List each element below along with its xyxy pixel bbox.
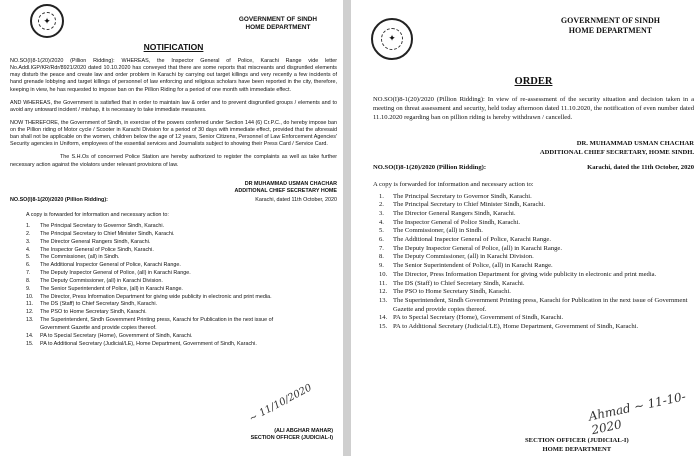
- list-item: 1. The Principal Secretary to Governor Sindh, Karachi.: [379, 192, 532, 200]
- list-item: 5. The Commissioner, (all) in Sindh.: [26, 254, 120, 261]
- sindh-government-seal-icon: ✦: [371, 18, 413, 60]
- list-item: 9. The Senior Superintendent of Police, (all) in Karachi Range.: [26, 285, 183, 292]
- signatory-block: DR. MUHAMMAD USMAN CHACHAR ADDITIONAL CHIEF SECRETARY, HOME SINDH.: [539, 139, 694, 156]
- government-header: GOVERNMENT OF SINDH HOME DEPARTMENT: [560, 16, 660, 35]
- list-item: 7. The Deputy Inspector General of Police, (all) in Karachi Range.: [26, 270, 191, 277]
- list-item: 10. The Director, Press Information Department for giving wide publicity in electronic and print media.: [379, 270, 657, 278]
- list-item: 6. The Additional Inspector General of Police, Karachi Range.: [379, 236, 552, 244]
- list-item: 3. The Director General Rangers Sindh, Karachi.: [26, 238, 151, 245]
- issue-date: Karachi, dated the 11th October, 2020: [587, 164, 694, 172]
- list-item: 2. The Principal Secretary to Chief Minister Sindh, Karachi.: [26, 230, 175, 237]
- list-item: 4. The Inspector General of Police Sindh, Karachi.: [26, 246, 154, 253]
- handwritten-signature: ~ 11/10/2020: [247, 382, 314, 425]
- list-item: 8. The Deputy Commissioner, (all) in Karachi Division.: [26, 277, 163, 284]
- reference-row: [373, 163, 694, 172]
- list-item: 11. The DS (Staff) to Chief Secretary Sindh, Karachi.: [379, 279, 525, 287]
- list-item: 2. The Principal Secretary to Chief Minister Sindh, Karachi.: [379, 201, 546, 209]
- sindh-government-seal-icon: ✦: [30, 4, 64, 38]
- distribution-list: [10, 223, 281, 348]
- list-item: 15. PA to Additional Secretary (Judicial/LE), Home Department, Government of Sindh, Karachi.: [379, 323, 639, 331]
- government-header: GOVERNMENT OF SINDH HOME DEPARTMENT: [238, 16, 317, 31]
- whereas-paragraph: NO.SO(I)8-1(20)/2020 (Pillion Ridding): WHEREAS, the Inspector General of Police, Karachi Range vide letter No.Addl.IGP/KR/Rdr/8921/2020 dated 10.10.2020 has conveyed that there are some reports that miscreants and disgruntled elements may disturb the peace and create law and order problem in Karachi by carrying out target killings and very recently a few incidents of hand grenade lobbying and target killings of personnel of law enforcing and religious scholars have been reported in the city, therefore, keeping in view, he has requested to impose ban on the Pillion Riding for a period of one month with immediate effect.: [10, 58, 337, 93]
- notification-document: [0, 0, 343, 456]
- list-item: 13. The Superintendent, Sindh Government Printing press, Karachi for Publication in the next issue of Government Gazette and provide copies thereof.: [379, 296, 688, 313]
- page-divider: [343, 0, 351, 456]
- list-item: 9. The Senior Superintendent of Police, (all) in Karachi Range.: [379, 262, 553, 270]
- list-item: 11. The DS (Staff) to Chief Secretary Sindh, Karachi.: [26, 301, 158, 308]
- notification-title: NOTIFICATION: [143, 42, 204, 52]
- list-item: 7. The Deputy Inspector General of Police, (all) in Karachi Range.: [379, 244, 562, 252]
- reference-row: [10, 197, 337, 204]
- list-item: 14. PA to Special Secretary (Home), Government of Sindh, Karachi.: [26, 332, 193, 339]
- list-item: 12. The PSO to Home Secretary Sindh, Karachi.: [379, 288, 511, 296]
- handwritten-signature: Ahmad ~ 11-10-2020: [587, 389, 688, 438]
- order-title: ORDER: [514, 76, 553, 87]
- list-item: 14. PA to Special Secretary (Home), Government of Sindh, Karachi.: [379, 314, 564, 322]
- list-item: 6. The Additional Inspector General of Police, Karachi Range.: [26, 262, 181, 269]
- section-officer-block: SECTION OFFICER (JUDICIAL-I) HOME DEPARTMENT: [525, 437, 629, 454]
- distribution-list: [373, 193, 694, 332]
- signatory-block: DR MUHAMMAD USMAN CHACHAR ADDITIONAL CHIEF SECRETARY HOME: [234, 180, 337, 194]
- list-item: 10. The Director, Press Information Department for giving wide publicity in electronic and print media.: [26, 293, 272, 300]
- order-paragraph: NO.SO(I)8-1(20)/2020 (Pillion Ridding): In view of re-assessment of the security situation and decision taken in a meeting on threat assessment and security, held today afternoon dated 11.10.2020, the notification of even number dated 11.10.2020 regarding ban on pillion riding is hereby withdrawn / cancelled.: [373, 96, 694, 122]
- order-document: [351, 0, 700, 456]
- list-item: 4. The Inspector General of Police Sindh, Karachi.: [379, 218, 521, 226]
- list-item: 3. The Director General Rangers Sindh, Karachi.: [379, 209, 516, 217]
- sho-paragraph: The S.H.Os of concerned Police Station are hereby authorized to register the complaints as well as take further necessary action against the violators under relevant provisions of law.: [10, 154, 337, 168]
- section-officer-block: (ALI ABGHAR MAHAR) SECTION OFFICER (JUDICIAL-I): [250, 428, 333, 442]
- list-item: 12. The PSO to Home Secretary Sindh, Karachi.: [26, 309, 147, 316]
- list-item: 13. The Superintendent, Sindh Government Printing press, Karachi for Publication in the next issue of Government Gazette and provide copies thereof.: [26, 317, 274, 331]
- and-whereas-paragraph: AND WHEREAS, the Government is satisfied that in order to maintain law & order and to prevent disgruntled groups / elements and to avoid any untoward incident / mishap, it is necessary to take immediate measures.: [10, 99, 337, 113]
- now-therefore-paragraph: NOW THEREFORE, the Government of Sindh, in exercise of the powers conferred under Section 144 (6) Cr.P.C., do hereby impose ban on the Pillion riding of Motor cycle / Scooter in Karachi Division for a period of 30 days with immediate effect, provided that the aforesaid ban shall not be applicable on the women, children below the age of 12 years, Senior Citizens, Personnel of Law Enforcement Agencies' Security agencies in Uniform, employees of the essential services and Journalists subject to showing their Press Card / Service Card.: [10, 119, 337, 148]
- list-item: 8. The Deputy Commissioner, (all) in Karachi Division.: [379, 253, 534, 261]
- list-item: 1. The Principal Secretary to Governor Sindh, Karachi.: [26, 223, 165, 230]
- list-item: 15. PA to Additional Secretary (Judicial/LE), Home Department, Government of Sindh, Karachi.: [26, 340, 257, 347]
- copy-forwarded-intro: A copy is forwarded for information and necessary action to:: [26, 212, 169, 218]
- reference-number: NO.SO(I)8-1(20)/2020 (Pillion Ridding):: [373, 164, 487, 172]
- list-item: 5. The Commissioner, (all) in Sindh.: [379, 227, 483, 235]
- reference-number: NO.SO(I)8-1(20)/2020 (Pillion Ridding):: [10, 196, 108, 203]
- copy-forwarded-intro: A copy is forwarded for information and necessary action to:: [373, 181, 534, 189]
- issue-date: Karachi, dated 11th October, 2020: [255, 196, 337, 203]
